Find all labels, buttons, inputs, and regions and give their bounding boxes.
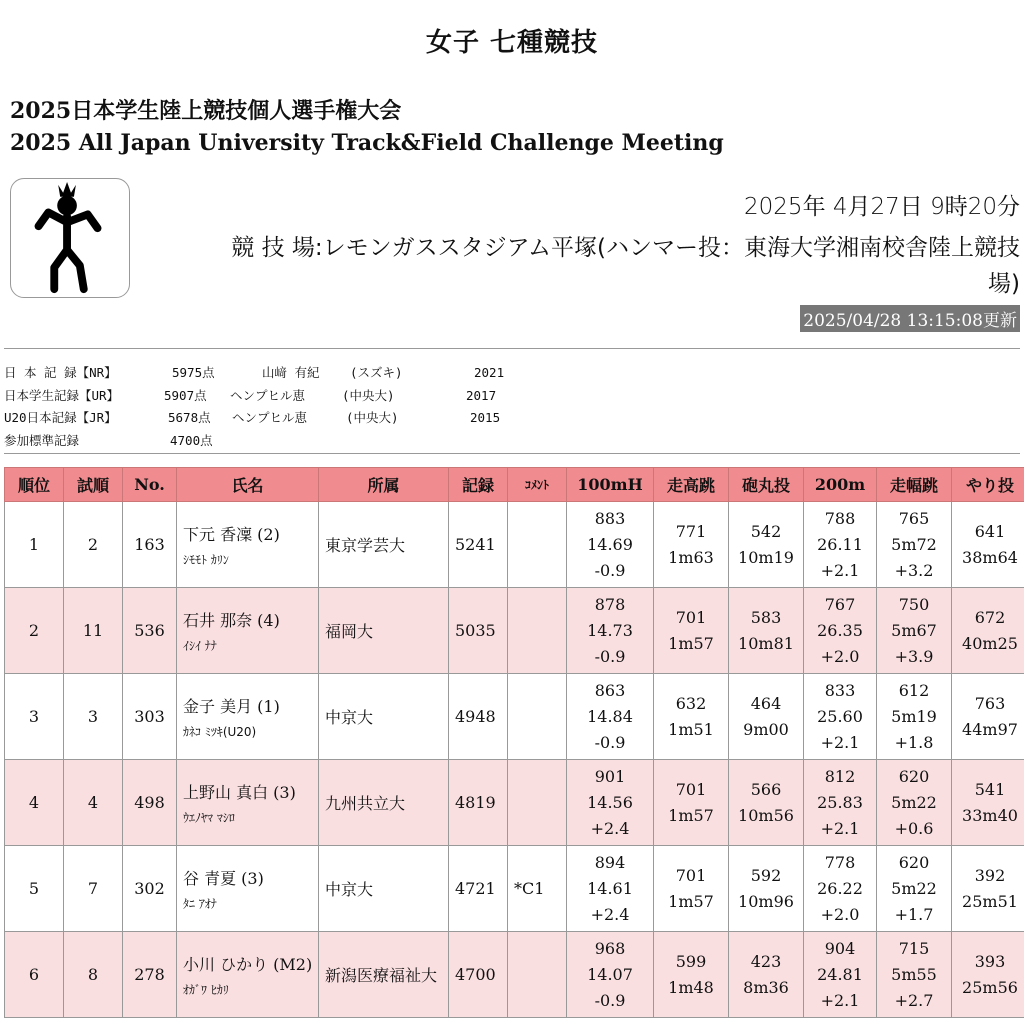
event-value: 44m97 bbox=[962, 719, 1018, 739]
event-value: -0.9 bbox=[594, 732, 626, 752]
team-cell: 福岡大 bbox=[319, 588, 449, 674]
event-100mh-cell bbox=[567, 502, 654, 588]
event-high-jump-cell bbox=[654, 588, 729, 674]
page-title: 女子 七種競技 bbox=[425, 28, 599, 58]
order-cell: 11 bbox=[64, 588, 123, 674]
table-row bbox=[5, 674, 1024, 760]
event-value: +2.0 bbox=[820, 904, 860, 924]
event-value: +2.1 bbox=[820, 560, 860, 580]
event-value: -0.9 bbox=[594, 560, 626, 580]
event-value: 715 bbox=[898, 938, 930, 958]
bib-number-cell: 302 bbox=[123, 846, 177, 932]
event-value: 592 bbox=[750, 865, 782, 885]
col-number: No. bbox=[123, 468, 177, 502]
event-long-jump-cell bbox=[877, 846, 952, 932]
bib-number-cell: 163 bbox=[123, 502, 177, 588]
table-row bbox=[5, 502, 1024, 588]
event-value: +0.6 bbox=[894, 818, 934, 838]
event-200m-cell bbox=[804, 502, 877, 588]
record-year: 2015 bbox=[470, 410, 501, 425]
order-cell: 7 bbox=[64, 846, 123, 932]
team-cell: 東京学芸大 bbox=[319, 502, 449, 588]
event-value: 14.84 bbox=[587, 706, 633, 726]
score-cell: 5035 bbox=[449, 588, 508, 674]
event-value: +2.1 bbox=[820, 732, 860, 752]
event-value: +3.2 bbox=[894, 560, 934, 580]
event-long-jump-cell bbox=[877, 588, 952, 674]
event-100mh-cell bbox=[567, 674, 654, 760]
stick-figure-icon bbox=[11, 179, 129, 297]
event-value: 464 bbox=[750, 693, 782, 713]
col-100mh: 100mH bbox=[567, 468, 654, 502]
divider-top bbox=[4, 348, 1020, 349]
event-value: 10m96 bbox=[738, 891, 794, 911]
col-javelin: やり投 bbox=[952, 468, 1024, 502]
athlete-kana: ｲｼｲ ﾅﾅ bbox=[183, 638, 217, 653]
event-value: 5m22 bbox=[891, 878, 937, 898]
event-value: 878 bbox=[594, 594, 626, 614]
record-points: 5907点 bbox=[164, 387, 207, 403]
event-value: 583 bbox=[750, 607, 782, 627]
event-value: 904 bbox=[824, 938, 856, 958]
event-value: 1m57 bbox=[668, 805, 714, 825]
table-row bbox=[5, 760, 1024, 846]
event-value: +1.7 bbox=[894, 904, 934, 924]
comment-cell bbox=[508, 760, 567, 846]
record-points: 5975点 bbox=[172, 365, 215, 380]
bib-number-cell: 278 bbox=[123, 932, 177, 1018]
table-header-row bbox=[5, 468, 1024, 502]
event-shot-put-cell bbox=[729, 846, 804, 932]
event-value: 701 bbox=[675, 779, 707, 799]
comment-cell: *C1 bbox=[508, 846, 567, 932]
event-long-jump-cell bbox=[877, 674, 952, 760]
record-team: (中央大) bbox=[342, 387, 395, 403]
event-value: 672 bbox=[974, 607, 1006, 627]
event-value: +2.1 bbox=[820, 990, 860, 1010]
event-value: 25m51 bbox=[962, 891, 1018, 911]
event-value: 1m48 bbox=[668, 977, 714, 997]
event-shot-put-cell bbox=[729, 588, 804, 674]
team-cell: 九州共立大 bbox=[319, 760, 449, 846]
event-200m-cell bbox=[804, 846, 877, 932]
event-value: 10m56 bbox=[738, 805, 794, 825]
record-label: 参加標準記録 bbox=[4, 432, 80, 448]
event-javelin-cell bbox=[952, 846, 1024, 932]
col-200m: 200m bbox=[804, 468, 877, 502]
col-score: 記録 bbox=[449, 468, 508, 502]
event-long-jump-cell bbox=[877, 760, 952, 846]
athlete-name: 谷 青夏 (3) bbox=[183, 868, 264, 888]
event-value: +2.4 bbox=[590, 904, 630, 924]
event-value: 968 bbox=[594, 938, 626, 958]
col-rank: 順位 bbox=[5, 468, 64, 502]
rank-cell: 4 bbox=[5, 760, 64, 846]
event-200m-cell bbox=[804, 674, 877, 760]
event-value: 24.81 bbox=[817, 964, 863, 984]
event-value: 701 bbox=[675, 607, 707, 627]
athlete-kana: ｵｶﾞﾜ ﾋｶﾘ bbox=[183, 982, 229, 997]
event-value: 701 bbox=[675, 865, 707, 885]
event-long-jump-cell bbox=[877, 932, 952, 1018]
event-javelin-cell bbox=[952, 502, 1024, 588]
event-value: 26.35 bbox=[817, 620, 863, 640]
event-100mh-cell bbox=[567, 932, 654, 1018]
team-cell: 中京大 bbox=[319, 674, 449, 760]
meet-title-ja: 2025日本学生陸上競技個人選手権大会 bbox=[10, 98, 402, 124]
table-row bbox=[5, 932, 1024, 1018]
record-points: 4700点 bbox=[170, 432, 213, 448]
event-value: 566 bbox=[750, 779, 782, 799]
record-label: 日本学生記録【UR】 bbox=[4, 387, 120, 403]
event-value: 5m19 bbox=[891, 706, 937, 726]
event-shot-put-cell bbox=[729, 760, 804, 846]
col-order: 試順 bbox=[64, 468, 123, 502]
record-holder: ヘンプヒル恵 bbox=[232, 410, 308, 425]
athlete-logo bbox=[10, 178, 130, 298]
event-high-jump-cell bbox=[654, 502, 729, 588]
event-value: -0.9 bbox=[594, 990, 626, 1010]
table-row bbox=[5, 588, 1024, 674]
event-value: 14.69 bbox=[587, 534, 633, 554]
event-shot-put-cell bbox=[729, 932, 804, 1018]
comment-cell bbox=[508, 502, 567, 588]
score-cell: 4721 bbox=[449, 846, 508, 932]
event-value: 767 bbox=[824, 594, 856, 614]
event-value: 883 bbox=[594, 508, 626, 528]
event-100mh-cell bbox=[567, 760, 654, 846]
event-value: 26.11 bbox=[817, 534, 863, 554]
athlete-kana: ｶﾈｺ ﾐﾂｷ(U20) bbox=[183, 724, 257, 739]
order-cell: 2 bbox=[64, 502, 123, 588]
order-cell: 4 bbox=[64, 760, 123, 846]
event-high-jump-cell bbox=[654, 674, 729, 760]
record-holder: 山﨑 有紀 bbox=[262, 365, 320, 380]
record-year: 2021 bbox=[474, 365, 505, 380]
col-name: 氏名 bbox=[177, 468, 319, 502]
venue-line-1: 競 技 場:レモンガススタジアム平塚(ハンマー投：東海大学湘南校舎陸上競技 bbox=[231, 235, 1020, 261]
event-javelin-cell bbox=[952, 932, 1024, 1018]
event-value: 1m51 bbox=[668, 719, 714, 739]
record-label: U20日本記録【JR】 bbox=[4, 410, 117, 425]
event-value: 33m40 bbox=[962, 805, 1018, 825]
athlete-name-cell bbox=[177, 932, 319, 1018]
record-team: (中央大) bbox=[346, 410, 399, 425]
meet-title-en: 2025 All Japan University Track&Field Challenge Meeting bbox=[10, 130, 724, 156]
event-value: 393 bbox=[974, 951, 1006, 971]
athlete-name: 上野山 真白 (3) bbox=[183, 782, 296, 802]
event-value: +2.7 bbox=[894, 990, 934, 1010]
score-cell: 5241 bbox=[449, 502, 508, 588]
event-value: 541 bbox=[974, 779, 1006, 799]
event-value: 632 bbox=[675, 693, 707, 713]
event-value: 5m67 bbox=[891, 620, 937, 640]
rank-cell: 3 bbox=[5, 674, 64, 760]
event-value: 25.83 bbox=[817, 792, 863, 812]
event-value: 750 bbox=[898, 594, 930, 614]
athlete-name: 下元 香凜 (2) bbox=[183, 524, 280, 544]
record-label: 日 本 記 録【NR】 bbox=[4, 365, 117, 380]
event-high-jump-cell bbox=[654, 760, 729, 846]
record-year: 2017 bbox=[466, 387, 497, 403]
event-100mh-cell bbox=[567, 846, 654, 932]
event-value: 1m57 bbox=[668, 891, 714, 911]
event-200m-cell bbox=[804, 932, 877, 1018]
event-100mh-cell bbox=[567, 588, 654, 674]
event-value: 771 bbox=[675, 521, 707, 541]
bib-number-cell: 303 bbox=[123, 674, 177, 760]
athlete-name-cell bbox=[177, 588, 319, 674]
athlete-kana: ｼﾓﾓﾄ ｶﾘﾝ bbox=[183, 552, 229, 567]
event-value: 14.73 bbox=[587, 620, 633, 640]
bib-number-cell: 498 bbox=[123, 760, 177, 846]
event-high-jump-cell bbox=[654, 932, 729, 1018]
event-value: 788 bbox=[824, 508, 856, 528]
event-javelin-cell bbox=[952, 588, 1024, 674]
event-value: +2.1 bbox=[820, 818, 860, 838]
event-value: +2.4 bbox=[590, 818, 630, 838]
event-shot-put-cell bbox=[729, 674, 804, 760]
event-value: 9m00 bbox=[743, 719, 789, 739]
event-value: 392 bbox=[974, 865, 1006, 885]
col-team: 所属 bbox=[319, 468, 449, 502]
event-value: 863 bbox=[594, 680, 626, 700]
athlete-name-cell bbox=[177, 502, 319, 588]
team-cell: 中京大 bbox=[319, 846, 449, 932]
record-points: 5678点 bbox=[168, 410, 211, 425]
event-200m-cell bbox=[804, 588, 877, 674]
event-high-jump-cell bbox=[654, 846, 729, 932]
results-table bbox=[4, 467, 1024, 1018]
rank-cell: 1 bbox=[5, 502, 64, 588]
event-value: 1m57 bbox=[668, 633, 714, 653]
rank-cell: 2 bbox=[5, 588, 64, 674]
athlete-kana: ｳｴﾉﾔﾏ ﾏｼﾛ bbox=[183, 810, 235, 825]
event-value: 10m19 bbox=[738, 547, 794, 567]
score-cell: 4700 bbox=[449, 932, 508, 1018]
event-value: 8m36 bbox=[743, 977, 789, 997]
athlete-name: 小川 ひかり (M2) bbox=[183, 954, 313, 974]
athlete-kana: ﾀﾆ ｱｵﾅ bbox=[183, 896, 217, 911]
event-value: 894 bbox=[594, 852, 626, 872]
athlete-name-cell bbox=[177, 760, 319, 846]
event-value: 5m22 bbox=[891, 792, 937, 812]
event-value: 5m72 bbox=[891, 534, 937, 554]
meet-datetime: 2025年 4月27日 9時20分 bbox=[744, 194, 1020, 220]
event-value: 10m81 bbox=[738, 633, 794, 653]
event-value: +2.0 bbox=[820, 646, 860, 666]
event-200m-cell bbox=[804, 760, 877, 846]
event-javelin-cell bbox=[952, 674, 1024, 760]
athlete-name-cell bbox=[177, 846, 319, 932]
event-value: +3.9 bbox=[894, 646, 934, 666]
event-value: 763 bbox=[974, 693, 1006, 713]
comment-cell bbox=[508, 588, 567, 674]
event-value: 778 bbox=[824, 852, 856, 872]
team-cell: 新潟医療福祉大 bbox=[319, 932, 449, 1018]
event-value: 599 bbox=[675, 951, 707, 971]
event-value: +1.8 bbox=[894, 732, 934, 752]
athlete-name: 石井 那奈 (4) bbox=[183, 610, 280, 630]
athlete-name: 金子 美月 (1) bbox=[183, 696, 280, 716]
event-value: 40m25 bbox=[962, 633, 1018, 653]
col-long-jump: 走幅跳 bbox=[877, 468, 952, 502]
comment-cell bbox=[508, 674, 567, 760]
event-value: 641 bbox=[974, 521, 1006, 541]
venue-line-2: 場) bbox=[988, 271, 1020, 297]
event-long-jump-cell bbox=[877, 502, 952, 588]
event-javelin-cell bbox=[952, 760, 1024, 846]
event-value: 25.60 bbox=[817, 706, 863, 726]
score-cell: 4819 bbox=[449, 760, 508, 846]
event-value: 423 bbox=[750, 951, 782, 971]
event-value: 812 bbox=[824, 766, 856, 786]
event-value: 1m63 bbox=[668, 547, 714, 567]
event-value: 620 bbox=[898, 852, 930, 872]
rank-cell: 6 bbox=[5, 932, 64, 1018]
score-cell: 4948 bbox=[449, 674, 508, 760]
order-cell: 3 bbox=[64, 674, 123, 760]
col-high-jump: 走高跳 bbox=[654, 468, 729, 502]
event-value: -0.9 bbox=[594, 646, 626, 666]
event-value: 14.07 bbox=[587, 964, 633, 984]
event-value: 14.61 bbox=[587, 878, 633, 898]
event-value: 38m64 bbox=[962, 547, 1018, 567]
table-row bbox=[5, 846, 1024, 932]
col-shot-put: 砲丸投 bbox=[729, 468, 804, 502]
event-shot-put-cell bbox=[729, 502, 804, 588]
col-comment: ｺﾒﾝﾄ bbox=[508, 468, 567, 502]
updated-timestamp: 2025/04/28 13:15:08更新 bbox=[800, 305, 1020, 332]
athlete-name-cell bbox=[177, 674, 319, 760]
comment-cell bbox=[508, 932, 567, 1018]
event-value: 25m56 bbox=[962, 977, 1018, 997]
order-cell: 8 bbox=[64, 932, 123, 1018]
event-value: 5m55 bbox=[891, 964, 937, 984]
event-value: 901 bbox=[594, 766, 626, 786]
event-value: 765 bbox=[898, 508, 930, 528]
event-value: 14.56 bbox=[587, 792, 633, 812]
event-value: 833 bbox=[824, 680, 856, 700]
event-value: 620 bbox=[898, 766, 930, 786]
rank-cell: 5 bbox=[5, 846, 64, 932]
bib-number-cell: 536 bbox=[123, 588, 177, 674]
event-value: 612 bbox=[898, 680, 930, 700]
divider-bottom bbox=[4, 453, 1020, 454]
record-holder: ヘンプヒル恵 bbox=[230, 387, 306, 403]
event-value: 542 bbox=[750, 521, 782, 541]
event-value: 26.22 bbox=[817, 878, 863, 898]
record-team: (スズキ) bbox=[350, 365, 403, 380]
